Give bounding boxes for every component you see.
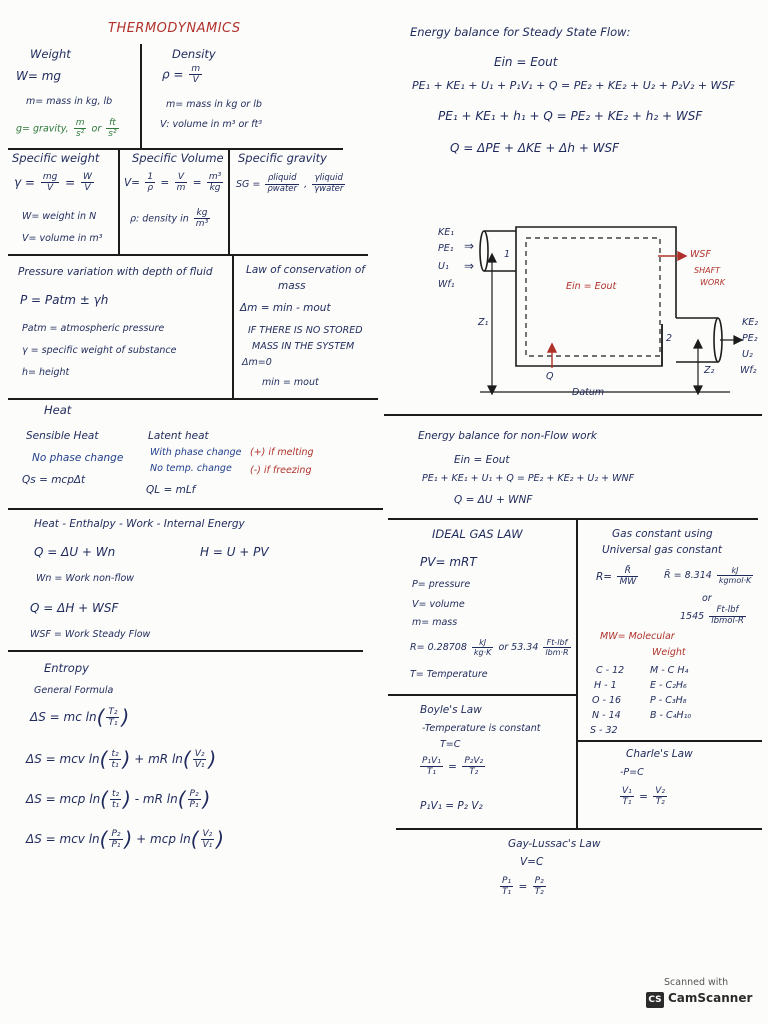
non-flow-eq3: Q = ΔU + WNF <box>454 494 533 506</box>
gas-constant-or: or <box>702 593 712 604</box>
inlet-label-pe1: PE₁ <box>438 243 454 254</box>
specific-volume-rho-note: ρ: density in $\frac{kg}{\text{m³}}$ <box>130 208 209 230</box>
melting-note: (+) if melting <box>250 447 314 458</box>
heat-enthalpy-eq2-note: WSF = Work Steady Flow <box>30 629 151 640</box>
steady-flow-eq3: PE₁ + KE₁ + h₁ + Q = PE₂ + KE₂ + h₂ + WSF <box>438 109 703 123</box>
freezing-note: (-) if freezing <box>250 465 312 476</box>
entropy-eq3: ΔS = mcp ln( $\frac{\text{t₂}}{\text{t₁}}$ ) - mR ln( $\frac{\text{P₂}}{\text{P₁}}$ ) <box>26 787 211 811</box>
sensible-heat-title: Sensible Heat <box>26 430 99 442</box>
gas-constant-alt: 1545 $\frac{\text{Ft-lbf}}{\text{lbmol-R}}$ <box>680 605 744 626</box>
element-weight: H - 1 <box>594 680 617 691</box>
divider <box>232 256 234 398</box>
compound-formula: E - C₂H₆ <box>650 680 687 691</box>
density-formula: ρ = $\frac{m}{V}$ <box>162 64 201 86</box>
z1-arrow-head-up <box>488 254 496 262</box>
inlet-label-wf1: Wf₁ <box>438 279 455 290</box>
inlet-arrow-2: ⇒ <box>464 259 475 273</box>
gay-lussac-cond: V=C <box>520 856 544 868</box>
q-label: Q <box>546 371 554 382</box>
pressure-variation-formula: P = Patm ± γh <box>20 293 109 307</box>
datum-label: Datum <box>572 387 605 398</box>
latent-heat-formula: QL = mLf <box>146 484 196 496</box>
inlet-label-u1: U₁ <box>438 261 449 272</box>
entropy-title: Entropy <box>44 661 89 675</box>
ideal-gas-m-note: m= mass <box>412 617 458 628</box>
pressure-variation-gamma-note: γ = specific weight of substance <box>22 345 177 356</box>
conservation-mass-title-2: mass <box>278 280 306 292</box>
entropy-subtitle: General Formula <box>34 685 114 696</box>
density-volume-note: V: volume in m³ or ft³ <box>160 119 263 130</box>
heat-enthalpy-eq1-note: Wn = Work non-flow <box>36 573 135 584</box>
non-flow-title: Energy balance for non-Flow work <box>418 430 597 442</box>
z1-arrow-head-down <box>488 386 496 394</box>
specific-volume-formula: V= $\frac{1}{\rho}$ = $\frac{V}{m}$ = $\frac{\text{m³}}{kg}$ <box>124 172 222 194</box>
z1-label: Z₁ <box>478 317 489 328</box>
page-title: THERMODYNAMICS <box>108 21 241 36</box>
shaft-label: SHAFT <box>694 266 721 275</box>
enthalpy-eq: H = U + PV <box>200 545 269 559</box>
z2-arrow-head-down <box>694 386 702 394</box>
ideal-gas-title: IDEAL GAS LAW <box>432 527 523 541</box>
camscanner-logo-icon: CS <box>646 992 664 1008</box>
entropy-eq4: ΔS = mcv ln( $\frac{\text{P₂}}{\text{P₁}}$ ) + mcp ln( $\frac{\text{V₂}}{\text{V₁}}$ ) <box>26 827 225 851</box>
weight-gravity-note: g= gravity, $\frac{m}{\text{s²}}$ or $\frac{ft}{\text{s²}}$ <box>16 118 117 140</box>
ideal-gas-v-note: V= volume <box>412 599 465 610</box>
pressure-variation-h-note: h= height <box>22 367 70 378</box>
divider <box>8 254 368 256</box>
specific-gravity-formula: SG = $\frac{\text{ρliquid}}{\text{ρwater}}$ , $\frac{\text{γliquid}}{\text{γwater}}$ <box>236 173 344 194</box>
steady-flow-title: Energy balance for Steady State Flow: <box>410 25 631 39</box>
system-left-bottom <box>516 231 662 366</box>
divider <box>118 150 120 254</box>
z2-label: Z₂ <box>704 365 715 376</box>
boyles-title: Boyle's Law <box>420 704 482 716</box>
latent-heat-note-1: With phase change <box>150 447 242 458</box>
element-weight: N - 14 <box>592 710 621 721</box>
gas-constant-title-2: Universal gas constant <box>602 544 722 556</box>
divider <box>384 414 762 416</box>
divider <box>576 520 578 830</box>
entropy-eq2: ΔS = mcv ln( $\frac{\text{t₂}}{\text{t₁}}$ ) + mR ln( $\frac{\text{V₂}}{\text{V₁}}$ ) <box>26 747 217 771</box>
specific-weight-formula: γ = $\frac{mg}{V}$ = $\frac{W}{V}$ <box>14 172 92 194</box>
gas-constant-mw-1: MW= Molecular <box>600 631 675 642</box>
divider <box>388 694 576 696</box>
steady-flow-eq1: Ein = Eout <box>494 55 558 69</box>
non-flow-eq2: PE₁ + KE₁ + U₁ + Q = PE₂ + KE₂ + U₂ + WNF <box>422 473 635 484</box>
gas-constant-r: R= $\frac{R̄}{MW}$ <box>596 566 637 588</box>
conservation-mass-note-2: MASS IN THE SYSTEM <box>252 341 355 352</box>
control-surface <box>526 238 660 356</box>
inlet-pipe-mouth <box>480 231 488 271</box>
gas-constant-mw-2: Weight <box>652 647 686 658</box>
entropy-eq1: ΔS = mc ln( $\frac{\text{T₂}}{\text{T₁}}$ ) <box>30 705 130 729</box>
conservation-mass-note-3: Δm=0 <box>242 357 272 368</box>
pressure-variation-patm-note: Patm = atmospheric pressure <box>22 323 165 334</box>
inlet-arrow-1: ⇒ <box>464 239 475 253</box>
divider <box>8 148 343 150</box>
conservation-mass-result: min = mout <box>262 377 319 388</box>
conservation-mass-note-1: IF THERE IS NO STORED <box>248 325 363 336</box>
divider <box>8 508 383 510</box>
non-flow-eq1: Ein = Eout <box>454 454 510 466</box>
latent-heat-note-2: No temp. change <box>150 463 232 474</box>
gay-lussac-fraction: $\frac{\text{P₁}}{\text{T₁}}$ = $\frac{\text{P₂}}{\text{T₂}}$ <box>502 876 544 898</box>
heat-enthalpy-eq1: Q = ΔU + Wn <box>34 545 116 559</box>
specific-weight-title: Specific weight <box>12 151 100 165</box>
compound-formula: P - C₃H₈ <box>650 695 687 706</box>
specific-volume-title: Specific Volume <box>132 151 224 165</box>
heat-enthalpy-title: Heat - Enthalpy - Work - Internal Energy <box>34 518 245 530</box>
charles-fraction: $\frac{\text{V₁}}{\text{T₁}}$ = $\frac{\text{V₂}}{\text{T₂}}$ <box>622 786 666 808</box>
gay-lussac-title: Gay-Lussac's Law <box>508 838 601 850</box>
diagram-center-label: Ein = Eout <box>566 281 617 292</box>
latent-heat-title: Latent heat <box>148 430 209 442</box>
inlet-label-ke1: KE₁ <box>438 227 455 238</box>
gas-constant-title-1: Gas constant using <box>612 528 713 540</box>
conservation-mass-title-1: Law of conservation of <box>246 264 365 276</box>
steady-flow-eq2: PE₁ + KE₁ + U₁ + P₁V₁ + Q = PE₂ + KE₂ + U₂ + P₂V₂ + WSF <box>412 79 735 92</box>
scanner-line1: Scanned with <box>664 977 729 988</box>
divider <box>228 150 230 254</box>
wsf-label: WSF <box>690 249 711 260</box>
boyles-result: P₁V₁ = P₂ V₂ <box>420 800 483 812</box>
ideal-gas-formula: PV= mRT <box>420 555 477 569</box>
sensible-heat-note: No phase change <box>32 452 124 464</box>
divider <box>396 828 762 830</box>
divider <box>140 44 142 148</box>
scanner-brand: CamScanner <box>668 991 753 1005</box>
density-title: Density <box>172 47 216 61</box>
sensible-heat-formula: Qs = mcpΔt <box>22 474 86 486</box>
divider <box>8 650 363 652</box>
weight-mass-note: m= mass in kg, lb <box>26 96 113 107</box>
boyles-note: -Temperature is constant <box>422 723 541 734</box>
outlet-label-u2: U₂ <box>742 349 753 360</box>
divider <box>578 740 762 742</box>
specific-weight-w-note: W= weight in N <box>22 211 97 222</box>
element-weight: O - 16 <box>592 695 622 706</box>
specific-gravity-title: Specific gravity <box>238 151 327 165</box>
heat-title: Heat <box>44 403 72 417</box>
steady-flow-eq4: Q = ΔPE + ΔKE + Δh + WSF <box>450 141 620 155</box>
ideal-gas-r-note: R= 0.28708 $\frac{kJ}{kg\cdot K}$ or 53.34 $\frac{\text{Ft-lbf}}{\text{lbm·R}}$ <box>410 638 569 658</box>
boyles-fraction: $\frac{\text{P₁V₁}}{\text{T₁}}$ = $\frac{\text{P₂V₂}}{\text{T₂}}$ <box>422 756 484 778</box>
compound-formula: M - C H₄ <box>650 665 689 676</box>
outlet-label-pe2: PE₂ <box>742 333 758 344</box>
density-mass-note: m= mass in kg or lb <box>166 99 262 110</box>
ideal-gas-t-note: T= Temperature <box>410 669 488 680</box>
charles-title: Charle's Law <box>626 748 693 760</box>
system-top-right <box>516 227 676 318</box>
divider <box>388 518 758 520</box>
element-weight: S - 32 <box>590 725 618 736</box>
divider <box>8 398 378 400</box>
pressure-variation-title: Pressure variation with depth of fluid <box>18 266 213 278</box>
q-arrow-head <box>548 344 556 352</box>
outlet-label-ke2: KE₂ <box>742 317 759 328</box>
state-1-label: 1 <box>504 249 511 260</box>
heat-enthalpy-eq2: Q = ΔH + WSF <box>30 601 119 615</box>
element-weight: C - 12 <box>596 665 625 676</box>
gas-constant-rbar: R̄ = 8.314 $\frac{kJ}{\text{kgmol·K}}$ <box>664 566 752 586</box>
outlet-label-wf2: Wf₂ <box>740 365 757 376</box>
z2-arrow-head-up <box>694 340 702 348</box>
work-label: WORK <box>700 278 726 287</box>
weight-formula: W= mg <box>16 69 62 83</box>
specific-weight-v-note: V= volume in m³ <box>22 233 103 244</box>
charles-cond: -P=C <box>620 767 644 778</box>
conservation-mass-formula: Δm = min - mout <box>240 302 331 314</box>
outlet-flow-arrow-head <box>734 336 742 344</box>
weight-title: Weight <box>30 47 71 61</box>
ideal-gas-p-note: P= pressure <box>412 579 471 590</box>
boyles-cond: T=C <box>440 739 461 750</box>
compound-formula: B - C₄H₁₀ <box>650 710 692 721</box>
wsf-arrow-head <box>678 252 686 260</box>
outlet-pipe-mouth <box>714 318 722 362</box>
state-2-label: 2 <box>666 333 673 344</box>
